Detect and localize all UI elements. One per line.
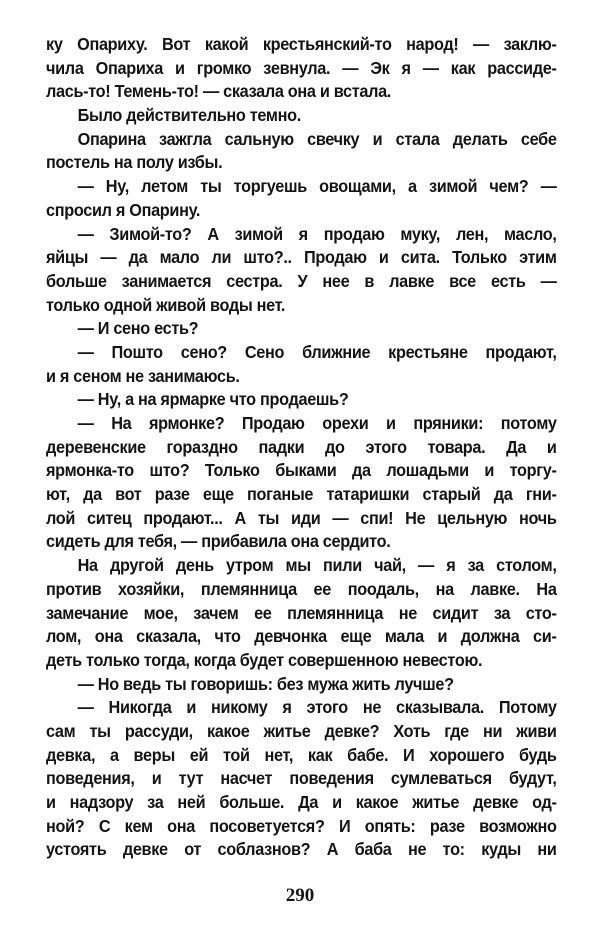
- text-line: лась-то! Темень-то! — сказала она и встала.: [46, 81, 392, 102]
- text-line: — На ярмонке? Продаю орехи и пряники: потому: [77, 413, 557, 433]
- text-line: Было действительно темно.: [77, 105, 301, 126]
- text-line: лой ситец продают... А ты иди — спи! Не цельную ночь: [46, 507, 557, 528]
- text-line: ку Опариху. Вот какой крестьянский-то народ! — заклю-: [46, 34, 557, 54]
- text-line: ют, да вот разе еще поганые татаришки старый да гни-: [46, 484, 557, 505]
- page-body-text: [46, 33, 557, 862]
- text-line: ярмонка-то што? Только быками да лошадьми и торгу-: [46, 460, 557, 481]
- text-line: деть только тогда, когда будет совершенною невестою.: [46, 649, 483, 670]
- text-line: Опарина зажгла сальную свечку и стала делать себе: [77, 128, 557, 149]
- text-line: девка, а веры ей той нет, как бабе. И хорошего будь: [46, 744, 557, 765]
- text-line: и я сеном не занимаюсь.: [46, 365, 240, 386]
- text-line: сам ты рассуди, какое житье девке? Хоть где ни живи: [46, 720, 557, 741]
- page-number: 290: [285, 885, 315, 906]
- text-line: деревенские гораздно падки до этого товара. Да и: [46, 436, 557, 457]
- text-line: постель на полу избы.: [46, 152, 223, 173]
- text-line: — Ну, летом ты торгуешь овощами, а зимой чем? —: [77, 176, 557, 197]
- text-line: только одной живой воды нет.: [46, 294, 286, 315]
- text-line: — Но ведь ты говоришь: без мужа жить лучше?: [77, 673, 454, 694]
- text-line: — Никогда и никому я этого не сказывала. Потому: [77, 697, 557, 718]
- text-line: устоять девке от соблазнов? А баба не то: куды ни: [46, 839, 557, 860]
- text-line: сидеть для тебя, — прибавила она сердито.: [46, 531, 391, 552]
- text-line: больше занимается сестра. У нее в лавке все есть —: [46, 270, 557, 291]
- text-line: против хозяйки, племянница ее поодаль, на лавке. На: [46, 578, 557, 599]
- text-line: яйцы — да мало ли што?.. Продаю и сита. Только этим: [46, 247, 557, 268]
- text-line: — Пошто сено? Сено ближние крестьяне продают,: [77, 341, 557, 362]
- text-line: лом, она сказала, что девчонка еще мала и должна си-: [46, 626, 557, 647]
- text-line: На другой день утром мы пили чай, — я за столом,: [77, 555, 557, 576]
- text-line: и надзору за ней больше. Да и какое житье девке од-: [46, 792, 557, 812]
- text-line: ной? С кем она посоветуется? И опять: разе возможно: [46, 815, 557, 836]
- text-line: поведения, и тут насчет поведения сумлеваться будут,: [46, 768, 557, 789]
- text-line: — И сено есть?: [77, 318, 199, 339]
- text-line: — Зимой-то? А зимой я продаю муку, лен, масло,: [77, 223, 557, 244]
- text-line: замечание мое, зачем ее племянница не сидит за сто-: [46, 602, 557, 623]
- text-line: спросил я Опарину.: [46, 199, 201, 220]
- text-line: чила Опариха и громко зевнула. — Эк я — как рассиде-: [46, 57, 557, 78]
- text-line: — Ну, а на ярмарке что продаешь?: [77, 389, 349, 410]
